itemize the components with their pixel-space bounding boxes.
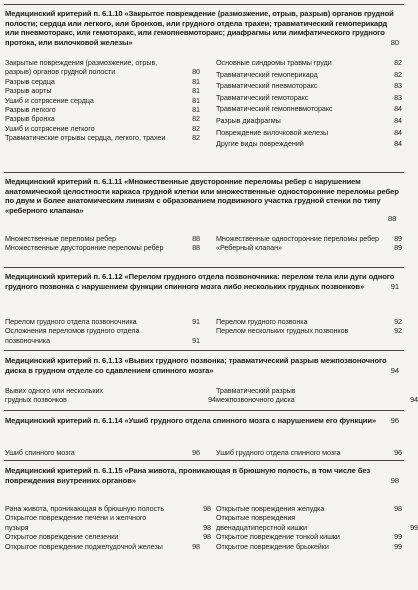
- section-divider: [4, 410, 404, 411]
- toc-entry[interactable]: [216, 58, 402, 67]
- entry-page: 82: [394, 69, 402, 79]
- toc-entry[interactable]: [216, 513, 418, 532]
- criterion-description: «Вывих грудного позвонка; травматический разрыв межпозвоночного диска в грудном отделе со сдавлением спинного мозга»: [5, 356, 387, 375]
- entry-title: Открытые повреждения двенадцатиперстной кишки: [216, 513, 307, 532]
- entry-title: Открытое повреждение поджелудочной железы: [5, 541, 163, 551]
- entry-page: 91: [192, 317, 200, 326]
- section-divider: [4, 267, 404, 268]
- toc-entry[interactable]: [5, 504, 211, 513]
- entry-page: 94: [208, 395, 216, 405]
- entry-title: Открытое повреждение селезенки: [5, 532, 119, 542]
- entry-page: 91: [192, 335, 200, 345]
- section-page-number: 91: [390, 281, 399, 291]
- entry-title: Перелом грудного позвонка: [216, 317, 308, 326]
- section-heading: [5, 9, 401, 47]
- section-page-number: 80: [390, 37, 399, 47]
- entry-title: Травматический разрыв межпозвоночного диска: [216, 386, 296, 405]
- entry-title: Перелом нескольких грудных позвонков: [216, 326, 349, 336]
- toc-entry[interactable]: [216, 532, 402, 541]
- toc-entry[interactable]: [5, 448, 200, 457]
- entry-page: 82: [394, 58, 402, 67]
- section-page-number: 94: [390, 365, 399, 375]
- section-page-number: 96: [390, 416, 399, 425]
- entry-page: 88: [192, 243, 200, 253]
- toc-entry[interactable]: [216, 104, 402, 113]
- entry-title: Вывих одного или нескольких грудных позвонков: [5, 386, 104, 405]
- left-column: [5, 504, 211, 551]
- criterion-number: Медицинский критерий п. 6.1.14: [5, 416, 123, 425]
- left-column: [5, 234, 200, 253]
- toc-entry[interactable]: [5, 133, 200, 142]
- toc-entry[interactable]: [216, 81, 402, 90]
- section-page-number: 98: [390, 475, 399, 485]
- section-heading: [5, 177, 401, 215]
- section-divider: [4, 350, 404, 351]
- entry-page: 96: [394, 448, 402, 457]
- entry-title: Основные синдромы травмы груди: [216, 58, 332, 67]
- entry-page: 80: [192, 67, 200, 77]
- criterion-description: «Перелом грудного отдела позвоночника: перелом тела или дуги одного грудного позвонка с нарушением функции спинного мозга либо нескольких грудных позвонков»: [5, 272, 395, 291]
- entry-title: Травматические отрывы сердца, легкого, трахеи: [5, 133, 166, 143]
- section-divider: [4, 172, 404, 173]
- entry-page: 98: [203, 532, 211, 542]
- criterion-description: «Множественные двусторонние переломы ребер с нарушением анатомической целостности каркаса грудной клетки или множественные односторонние переломы ребер по двум и более анатомическим линиям с образованием подвижного участка грудной стенки по типу «реберного клапана»: [5, 177, 399, 215]
- toc-entry[interactable]: [5, 124, 200, 133]
- toc-entry[interactable]: [216, 139, 402, 148]
- entry-page: 81: [192, 86, 200, 96]
- entry-title: Множественные переломы ребер: [5, 234, 116, 243]
- entry-title: Множественные односторонние переломы ребер: [216, 234, 380, 243]
- entry-title: «Реберный клапан»: [216, 243, 282, 253]
- right-column: [216, 386, 418, 405]
- entry-page: 84: [394, 115, 402, 125]
- criterion-number: Медицинский критерий п. 6.1.10: [5, 9, 123, 18]
- toc-entry[interactable]: [5, 542, 200, 551]
- criterion-number: Медицинский критерий п. 6.1.12: [5, 272, 123, 281]
- toc-entry[interactable]: [5, 386, 216, 405]
- entry-title: Травматический гемоперикард: [216, 69, 318, 79]
- section-heading: [5, 416, 401, 426]
- right-column: [216, 504, 418, 551]
- toc-entry[interactable]: [216, 317, 402, 326]
- entry-title: Множественные двусторонние переломы ребер: [5, 243, 164, 253]
- toc-entry[interactable]: [5, 105, 200, 114]
- entry-page: 99: [410, 522, 418, 532]
- criterion-description: «Рана живота, проникающая в брюшную полость, в том числе без повреждения внутренних органов»: [5, 466, 371, 485]
- toc-entry[interactable]: [216, 70, 402, 79]
- entry-title: Осложнения переломов грудного отдела позвоночника: [5, 326, 140, 345]
- entry-page: 82: [192, 123, 200, 133]
- toc-entry[interactable]: [216, 542, 402, 551]
- entry-page: 82: [192, 133, 200, 143]
- left-column: [5, 386, 216, 405]
- entry-title: Закрытые повреждения (размозжение, отрыв, разрыв) органов грудной полости: [5, 58, 158, 77]
- entry-title: Открытое повреждение печени и желчного пузыря: [5, 513, 147, 532]
- toc-entry[interactable]: [5, 317, 200, 326]
- entry-title: Ушиб спинного мозга: [5, 448, 75, 457]
- entry-page: 92: [394, 326, 402, 336]
- section-divider: [4, 460, 404, 461]
- entry-title: Ушиб грудного отдела спинного мозга: [216, 448, 341, 457]
- entry-title: Открытое повреждение брыжейки: [216, 541, 329, 551]
- right-column: [216, 448, 402, 457]
- entry-title: Разрыв бронха: [5, 114, 55, 124]
- entry-title: Разрыв сердца: [5, 76, 55, 86]
- entry-title: Травматический пневмоторакс: [216, 81, 318, 91]
- toc-entry[interactable]: [216, 448, 402, 457]
- entry-title: Травматический гемопневмоторакс: [216, 104, 333, 114]
- left-column: [5, 448, 200, 457]
- entry-title: Ушиб и сотрясение сердца: [5, 95, 94, 105]
- entry-page: 81: [192, 76, 200, 86]
- entry-page: 98: [192, 541, 200, 551]
- entry-page: 83: [394, 81, 402, 91]
- entry-title: Ушиб и сотрясение легкого: [5, 123, 95, 133]
- entry-title: Травматический гемоторакс: [216, 92, 309, 102]
- toc-entry[interactable]: [216, 234, 402, 243]
- toc-entry[interactable]: [216, 93, 402, 102]
- entry-page: 99: [394, 541, 402, 551]
- left-column: [5, 317, 200, 345]
- entry-page: 92: [394, 317, 402, 326]
- entry-page: 89: [394, 243, 402, 253]
- entry-page: 88: [192, 234, 200, 243]
- toc-entry[interactable]: [5, 532, 211, 542]
- entry-page: 84: [394, 139, 402, 149]
- entry-page: 94: [410, 395, 418, 405]
- entry-page: 98: [394, 504, 402, 513]
- entry-title: Разрыв аорты: [5, 86, 52, 96]
- entry-title: Другие виды повреждений: [216, 139, 304, 149]
- criterion-description: «Закрытое повреждение (размозжение, отрыв, разрыв) органов грудной полости; сердца или легкого, или бронхов, или грудного отдела трахеи; травматический гемоперикард или пневмоторакс, или гемоторакс, или гемопневмоторакс; диафрагмы или лимфатического грудного протока, или вилочковой железы»: [5, 9, 394, 47]
- section-heading: [5, 466, 401, 485]
- toc-entry[interactable]: [216, 504, 402, 513]
- toc-entry[interactable]: [216, 243, 402, 252]
- toc-entry[interactable]: [5, 326, 200, 345]
- right-column: [216, 317, 402, 336]
- entry-title: Открытое повреждение тонкой кишки: [216, 532, 340, 542]
- entry-title: Рана живота, проникающая в брюшную полость: [5, 504, 165, 513]
- criterion-description: «Ушиб грудного отдела спинного мозга с нарушением его функции»: [124, 416, 377, 425]
- toc-entry[interactable]: [5, 86, 200, 95]
- toc-entry[interactable]: [216, 326, 402, 335]
- toc-entry[interactable]: [5, 114, 200, 123]
- entry-title: Разрыв легкого: [5, 105, 56, 115]
- entry-page: 99: [394, 532, 402, 542]
- criterion-number: Медицинский критерий п. 6.1.15: [5, 466, 123, 475]
- right-column: [216, 58, 402, 149]
- entry-title: Перелом грудного отдела позвоночника: [5, 317, 137, 326]
- entry-page: 98: [203, 522, 211, 532]
- toc-entry[interactable]: [216, 116, 402, 125]
- toc-entry[interactable]: [5, 513, 211, 532]
- entry-page: 84: [394, 127, 402, 137]
- left-column: [5, 58, 200, 143]
- entry-title: Разрыв диафрагмы: [216, 115, 281, 125]
- toc-entry[interactable]: [216, 386, 418, 405]
- entry-page: 98: [203, 504, 211, 513]
- entry-title: Открытые повреждения желудка: [216, 504, 325, 513]
- entry-page: 81: [192, 95, 200, 105]
- entry-page: 96: [192, 448, 200, 457]
- section-heading: [5, 356, 401, 375]
- section-divider: [4, 4, 404, 5]
- toc-entry[interactable]: [5, 234, 200, 243]
- section-page-number-6-1-11: [388, 214, 408, 224]
- right-column: [216, 234, 402, 253]
- entry-page: 82: [192, 114, 200, 124]
- criterion-number: Медицинский критерий п. 6.1.13: [5, 356, 123, 365]
- toc-entry[interactable]: [5, 77, 200, 86]
- entry-title: Повреждение вилочковой железы: [216, 127, 329, 137]
- toc-entry[interactable]: [5, 96, 200, 105]
- toc-entry[interactable]: [216, 128, 402, 137]
- toc-entry[interactable]: [5, 243, 200, 252]
- toc-entry[interactable]: [5, 58, 200, 77]
- section-page-number: 88: [388, 214, 397, 223]
- entry-page: 81: [192, 105, 200, 115]
- entry-page: 89: [394, 234, 402, 243]
- criterion-number: Медицинский критерий п. 6.1.11: [5, 177, 123, 186]
- entry-page: 84: [394, 104, 402, 114]
- entry-page: 83: [394, 92, 402, 102]
- section-heading: [5, 272, 401, 291]
